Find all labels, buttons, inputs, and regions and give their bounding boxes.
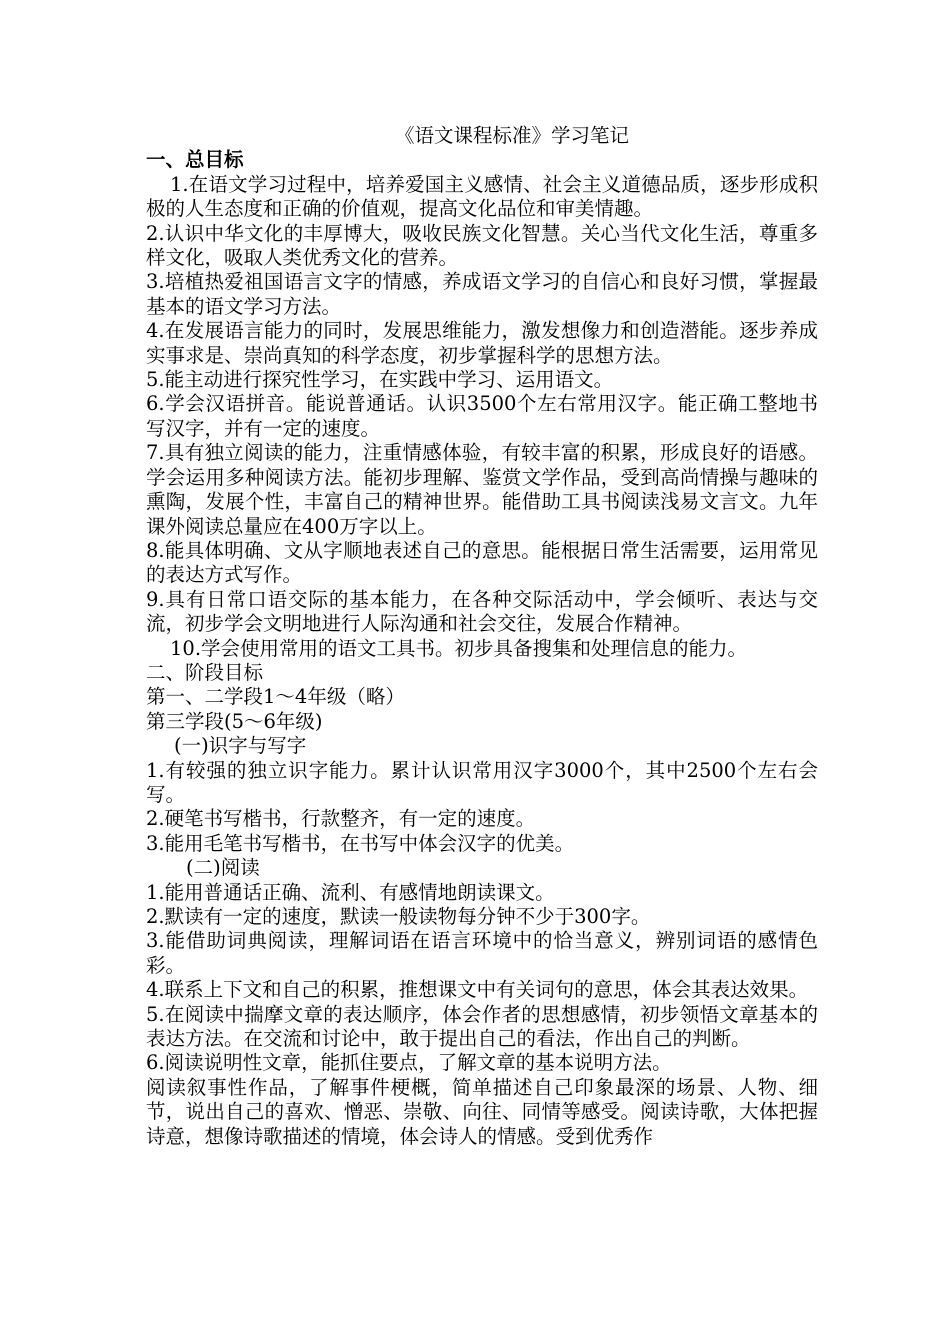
reading-item-2: 2.默读有一定的速度，默读一般读物每分钟不少于300字。	[146, 905, 651, 928]
goal-item-10: 10.学会使用常用的语文工具书。初步具备搜集和处理信息的能力。	[170, 636, 748, 660]
reading-item-1: 1.能用普通话正确、流利、有感情地朗读课文。	[146, 880, 555, 904]
goal-item-4: 4.在发展语言能力的同时，发展思维能力，激发想像力和创造潜能。逐步养成实事求是、崇尚真知的科学态度，初步掌握科学的思想方法。	[146, 319, 818, 367]
stage-1-2-line: 第一、二学段1～4年级（略）	[146, 685, 405, 709]
document-title: 《语文课程标准》学习笔记	[394, 124, 629, 147]
literacy-item-3: 3.能用毛笔书写楷书，在书写中体会汉字的优美。	[146, 831, 575, 855]
goal-item-9: 9.具有日常口语交际的基本能力，在各种交际活动中，学会倾听、表达与交流，初步学会文明地进行人际沟通和社会交往，发展合作精神。	[146, 587, 818, 636]
goal-item-7: 7.具有独立阅读的能力，注重情感体验，有较丰富的积累，形成良好的语感。学会运用多种阅读方法。能初步理解、鉴赏文学作品，受到高尚情操与趣味的熏陶，发展个性，丰富自己的精神世界。能借助工具书阅读浅易文言文。九年课外阅读总量应在400万字以上。	[146, 441, 818, 538]
reading-item-4: 4.联系上下文和自己的积累，推想课文中有关词句的意思，体会其表达效果。	[146, 978, 809, 1002]
goal-item-6: 6.学会汉语拼音。能说普通话。认识3500个左右常用汉字。能正确工整地书写汉字，并有一定的速度。	[146, 392, 818, 440]
goal-item-1: 1.在语文学习过程中，培养爱国主义感情、社会主义道德品质，逐步形成积极的人生态度和正确的价值观，提高文化品位和审美情趣。	[146, 172, 818, 221]
reading-item-6: 6.阅读说明性文章，能抓住要点，了解文章的基本说明方法。	[146, 1051, 672, 1075]
stage-3-line: 第三学段(5～6年级)	[146, 709, 323, 733]
goal-item-2: 2.认识中华文化的丰厚博大，吸收民族文化智慧。关心当代文化生活，尊重多样文化，吸取人类优秀文化的营养。	[146, 221, 818, 270]
goal-item-3: 3.培植热爱祖国语言文字的情感，养成语文学习的自信心和良好习惯，掌握最基本的语文学习方法。	[146, 270, 818, 318]
document-page	[146, 124, 818, 1149]
goal-item-8: 8.能具体明确、文从字顺地表述自己的意思。能根据日常生活需要，运用常见的表达方式写作。	[146, 538, 818, 587]
literacy-item-2: 2.硬笔书写楷书，行款整齐，有一定的速度。	[146, 807, 536, 831]
subsection-heading-reading: (二)阅读	[186, 856, 260, 880]
reading-paragraph-narrative: 阅读叙事性作品，了解事件梗概，简单描述自己印象最深的场景、人物、细节，说出自己的喜欢、憎恶、崇敬、向往、同情等感受。阅读诗歌，大体把握诗意，想像诗歌描述的情境，体会诗人的情感。受到优秀作	[146, 1075, 818, 1148]
goal-item-5: 5.能主动进行探究性学习，在实践中学习、运用语文。	[146, 368, 614, 392]
section-heading-overall-goals: 一、总目标	[146, 148, 244, 172]
section-heading-stage-goals: 二、阶段目标	[146, 660, 264, 684]
reading-item-5: 5.在阅读中揣摩文章的表达顺序，体会作者的思想感情，初步领悟文章基本的表达方法。在交流和讨论中，敢于提出自己的看法，作出自己的判断。	[146, 1002, 818, 1051]
subsection-heading-literacy-writing: (一)识字与写字	[174, 734, 307, 758]
reading-item-3: 3.能借助词典阅读，理解词语在语言环境中的恰当意义，辨别词语的感情色彩。	[146, 929, 818, 977]
literacy-item-1: 1.有较强的独立识字能力。累计认识常用汉字3000个，其中2500个左右会写。	[146, 758, 818, 806]
